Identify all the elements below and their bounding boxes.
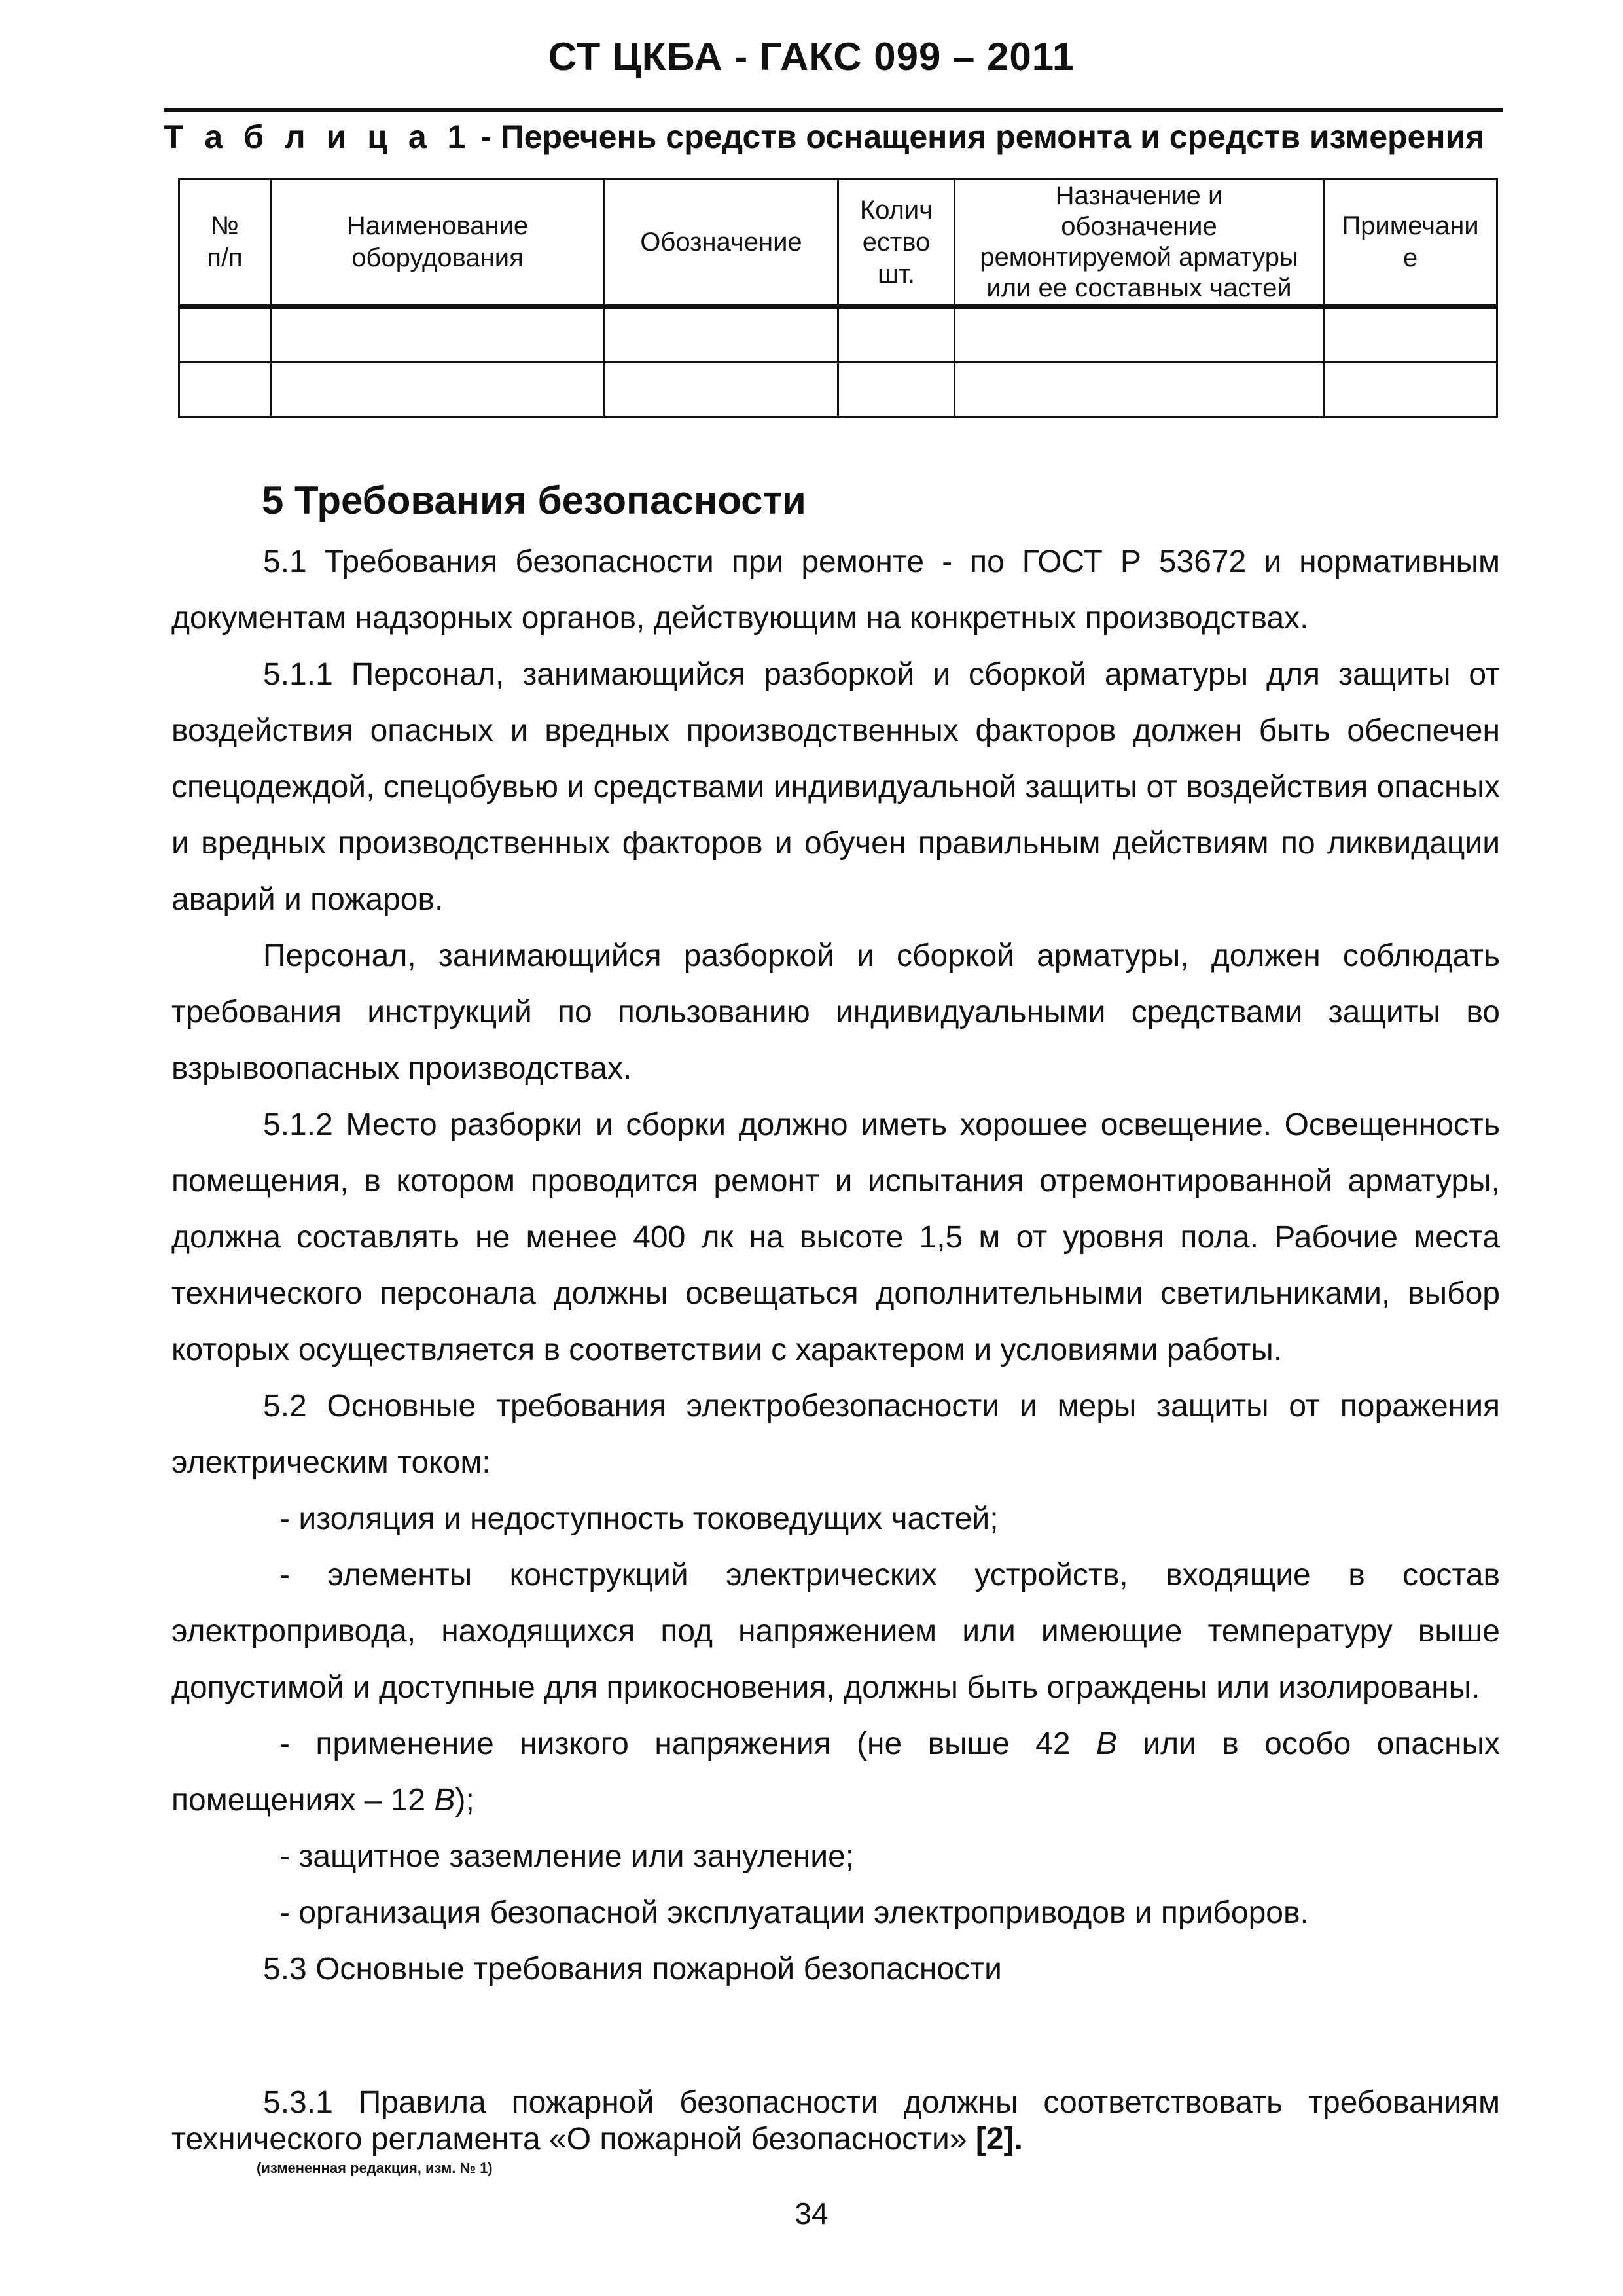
low-voltage-text: или в особо опасных помещениях – 12 (171, 1727, 1501, 1818)
equipment-table (178, 178, 1498, 418)
list-item: - организация безопасной эксплуатации электроприводов и приборов. (279, 1895, 1309, 1930)
paragraph-5-1-1: 5.1.1 Персонал, занимающийся разборкой и сборкой арматуры для защиты от воздействия опасных и вредных производственных факторов должен быть обеспечен спецодеждой, спецобувью и средствами индивидуальной защиты от воздействия опасных и вредных производственных факторов и обучен правильным действиям по ликвидации аварий и пожаров. (171, 657, 1501, 917)
paragraph-5-1: 5.1 Требования безопасности при ремонте - по ГОСТ Р 53672 и нормативным документам надзорных органов, действующим на конкретных производствах. (171, 545, 1500, 636)
table-caption (164, 118, 1505, 156)
table-caption-label: Т а б л и ц а 1 (164, 118, 472, 155)
table-cell (955, 363, 1324, 417)
table-row (179, 363, 1497, 417)
paragraph-personnel: Персонал, занимающийся разборкой и сборкой арматуры, должен соблюдать требования инструкций по пользованию индивидуальными средствами защиты во взрывоопасных производствах. (171, 939, 1500, 1086)
page-number: 34 (794, 2197, 829, 2231)
paragraph-5-3-1-block (171, 2085, 1500, 2158)
voltage-unit: В (1096, 1727, 1117, 1761)
table-cell (179, 363, 271, 417)
list-item: - защитное заземление или зануление; (279, 1839, 855, 1874)
paragraph-5-1-2: 5.1.2 Место разборки и сборки должно иметь хорошее освещение. Освещенность помещения, в котором проводится ремонт и испытания отремонтированной арматуры, должна составлять не менее 400 лк на высоте 1,5 м от уровня пола. Рабочие места технического персонала должны освещаться дополнительными светильниками, выбор которых осуществляется в соответствии с характером и условиями работы. (171, 1107, 1500, 1367)
voltage-unit: В (434, 1783, 455, 1818)
paragraph-5-2: 5.2 Основные требования электробезопасности и меры защиты от поражения электрическим током: (171, 1389, 1500, 1480)
table-cell (179, 307, 271, 363)
list-item-low-voltage (171, 1716, 1500, 1829)
header-divider (164, 108, 1503, 112)
reference-link: [2]. (975, 2122, 1023, 2157)
column-header-note: Примечани е (1324, 179, 1497, 307)
column-header-quantity: Колич ество шт. (838, 179, 955, 307)
table-cell (271, 363, 605, 417)
section-body (171, 534, 1500, 1998)
column-header-purpose: Назначение и обозначение ремонтируемой арматуры или ее составных частей (955, 179, 1324, 307)
table-cell (955, 307, 1324, 363)
document-code-header: СТ ЦКБА - ГАКС 099 – 2011 (548, 35, 1075, 79)
paragraph-5-3: 5.3 Основные требования пожарной безопасности (263, 1952, 1002, 1986)
table-cell (838, 363, 955, 417)
column-header-number: № п/п (179, 179, 271, 307)
table-caption-text: - Перечень средств оснащения ремонта и средств измерения (471, 118, 1485, 155)
table-cell (838, 307, 955, 363)
table-cell (605, 363, 838, 417)
list-item: - элементы конструкций электрических устройств, входящие в состав электропривода, находящихся под напряжением или имеющие температуру выше допустимой и доступные для прикосновения, должны быть ограждены или изолированы. (171, 1558, 1500, 1705)
table-header-row (179, 179, 1497, 307)
paragraph-5-3-1 (171, 2085, 1500, 2158)
table-cell (605, 307, 838, 363)
low-voltage-text: ); (455, 1783, 474, 1818)
column-header-designation: Обозначение (605, 179, 838, 307)
table-cell (1324, 307, 1497, 363)
column-header-equipment-name: Наименование оборудования (271, 179, 605, 307)
paragraph-5-3-1-text: 5.3.1 Правила пожарной безопасности должны соответствовать требованиям технического регламента «О пожарной безопасности» (171, 2085, 1500, 2157)
list-item: - изоляция и недоступность токоведущих частей; (279, 1501, 999, 1536)
table-row (179, 307, 1497, 363)
table-cell (1324, 363, 1497, 417)
revision-note: (измененная редакция, изм. № 1) (257, 2160, 493, 2176)
table-cell (271, 307, 605, 363)
low-voltage-text: - применение низкого напряжения (не выше 42 (279, 1727, 1096, 1761)
section-heading: 5 Требования безопасности (262, 478, 806, 522)
